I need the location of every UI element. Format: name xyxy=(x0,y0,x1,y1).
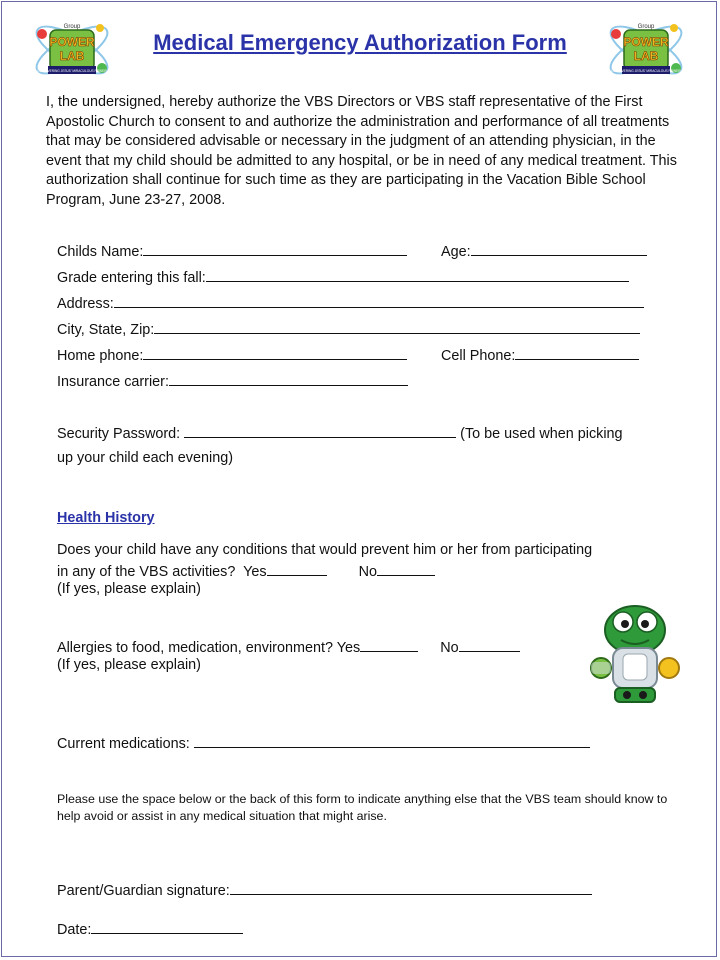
security-note-2: up your child each evening) xyxy=(57,450,233,466)
childs-name-field[interactable] xyxy=(143,242,407,256)
childs-name-row xyxy=(57,242,407,260)
grade-label: Grade entering this fall: xyxy=(57,270,206,286)
medications-row xyxy=(57,734,590,752)
allergies-question xyxy=(57,638,520,656)
home-phone-row xyxy=(57,346,407,364)
allergies-no-field[interactable] xyxy=(459,638,520,652)
security-note-1: (To be used when picking xyxy=(460,426,623,442)
city-state-zip-field[interactable] xyxy=(154,320,640,334)
age-field[interactable] xyxy=(471,242,647,256)
svg-text:Group: Group xyxy=(637,24,655,30)
security-note-row xyxy=(57,450,233,466)
allergies-question-text: Allergies to food, medication, environment? Yes xyxy=(57,640,361,656)
home-phone-field[interactable] xyxy=(143,346,407,360)
svg-text:LAB: LAB xyxy=(59,49,85,63)
date-row xyxy=(57,920,243,938)
page-title: Medical Emergency Authorization Form xyxy=(153,30,567,55)
conditions-question-line2 xyxy=(57,562,435,580)
address-field[interactable] xyxy=(114,294,644,308)
medications-field[interactable] xyxy=(194,734,590,748)
conditions-no-field[interactable] xyxy=(377,562,435,576)
health-history-heading: Health History xyxy=(57,510,155,526)
authorization-statement: I, the undersigned, hereby authorize the VBS Directors or VBS staff representative of the First Apostolic Church to consent to and authorize the administration and performance of all treatments that may be considered advisable or necessary in the judgment of an attending physician, in the event that my child should be admitted to any hospital, or be in need of any medical treatment. This authorization shall continue for such time as they are participating in the Vacation Bible School Program, June 23-27, 2008. xyxy=(46,94,677,208)
conditions-explain: (If yes, please explain) xyxy=(57,581,201,597)
cell-phone-field[interactable] xyxy=(515,346,639,360)
city-state-zip-row xyxy=(57,320,640,338)
svg-text:POWER: POWER xyxy=(623,35,669,49)
medications-label: Current medications: xyxy=(57,736,190,752)
svg-text:POWER: POWER xyxy=(49,35,95,49)
grade-row xyxy=(57,268,629,286)
city-state-zip-label: City, State, Zip: xyxy=(57,322,155,338)
insurance-row xyxy=(57,372,408,390)
signature-row xyxy=(57,881,592,899)
grade-field[interactable] xyxy=(206,268,629,282)
allergies-explain: (If yes, please explain) xyxy=(57,657,201,673)
conditions-yes-field[interactable] xyxy=(267,562,327,576)
conditions-question-line1: Does your child have any conditions that would prevent him or her from participating xyxy=(57,542,593,558)
conditions-no-label: No xyxy=(358,564,377,580)
security-password-row xyxy=(57,424,623,442)
robot-mascot-illustration xyxy=(585,598,685,710)
security-password-field[interactable] xyxy=(184,424,456,438)
insurance-label: Insurance carrier: xyxy=(57,374,169,390)
childs-name-label: Childs Name: xyxy=(57,244,144,260)
svg-text:DISCOVERING JESUS' MIRACULOUS: DISCOVERING JESUS' MIRACULOUS POWER xyxy=(37,69,107,73)
allergies-yes-field[interactable] xyxy=(360,638,418,652)
svg-text:LAB: LAB xyxy=(633,49,659,63)
additional-info-note: Please use the space below or the back of this form to indicate anything else that the VBS team should know to help avoid or assist in any medical situation that might arise. xyxy=(57,792,668,823)
insurance-field[interactable] xyxy=(169,372,408,386)
svg-text:DISCOVERING JESUS' MIRACULOUS: DISCOVERING JESUS' MIRACULOUS POWER xyxy=(611,69,681,73)
home-phone-label: Home phone: xyxy=(57,348,144,364)
cell-phone-label: Cell Phone: xyxy=(441,348,516,364)
age-label: Age: xyxy=(441,244,471,260)
date-field[interactable] xyxy=(91,920,243,934)
security-password-label: Security Password: xyxy=(57,426,181,442)
address-label: Address: xyxy=(57,296,114,312)
age-row xyxy=(441,242,647,260)
signature-label: Parent/Guardian signature: xyxy=(57,883,230,899)
date-label: Date: xyxy=(57,922,92,938)
allergies-no-label: No xyxy=(440,640,459,656)
cell-phone-row xyxy=(441,346,639,364)
svg-text:Group: Group xyxy=(63,24,81,30)
signature-field[interactable] xyxy=(230,881,592,895)
conditions-question-text: in any of the VBS activities? Yes xyxy=(57,564,267,580)
address-row xyxy=(57,294,644,312)
